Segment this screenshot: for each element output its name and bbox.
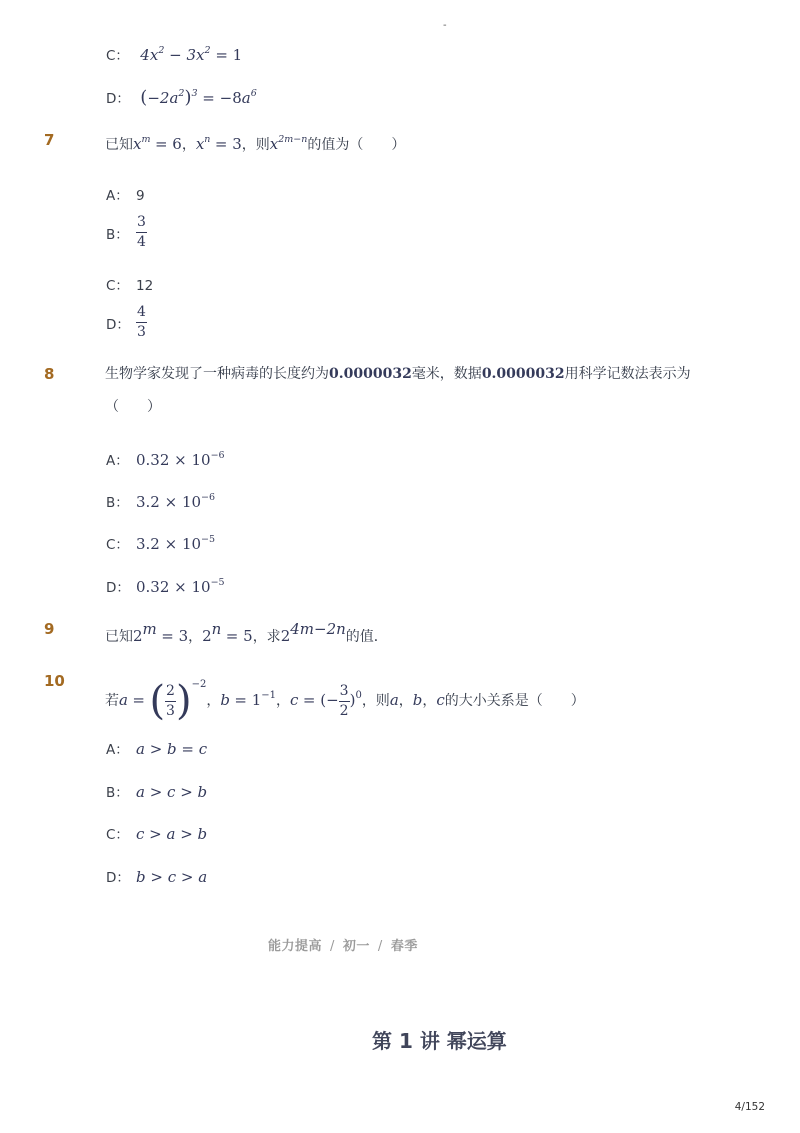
option-d[interactable]: D： $0.32 \times 10^{-5}$ xyxy=(106,577,225,596)
question-text: 若a = ( $\frac{2}{3}$ )$^{-2}$，$b = 1^{-1}$，c = (− $\frac{3}{2}$ )$^0$，则a，b，c的大小关系是（ ） xyxy=(105,678,585,724)
question-number: 9 xyxy=(44,620,55,638)
option-b[interactable]: B： $\frac{3}{4}$ xyxy=(106,214,146,250)
fraction: $\frac{4}{3}$ xyxy=(137,304,146,340)
option-label: C： xyxy=(106,48,129,64)
option-c[interactable]: C： 12 xyxy=(106,278,154,294)
footer-tags: 能力提高 / 初一 / 春季 xyxy=(268,939,418,954)
option-label: D： xyxy=(106,91,130,107)
option-c-prev[interactable] xyxy=(106,44,242,64)
fraction: $\frac{3}{4}$ xyxy=(137,214,146,250)
question-number: 7 xyxy=(44,131,55,149)
option-c[interactable]: C： c > a > b xyxy=(106,825,208,843)
option-b[interactable]: B： a > c > b xyxy=(106,783,208,801)
lecture-title: 第 1 讲 幂运算 xyxy=(372,1029,507,1053)
question-text: 已知2$^m$ = 3，2$^n$ = 5，求$2^{4m-2n}$的值． xyxy=(105,620,388,645)
question-number: 8 xyxy=(44,365,55,383)
option-a[interactable]: A： 9 xyxy=(106,188,145,204)
page-number: 4/152 xyxy=(734,1101,765,1113)
option-d[interactable]: D： b > c > a xyxy=(106,868,208,886)
option-c[interactable]: C： $3.2 \times 10^{-5}$ xyxy=(106,534,216,553)
option-math: $(-2a^2)^3 = -8a^6$ xyxy=(140,87,257,108)
question-text-line2: （ ） xyxy=(105,399,161,415)
option-math: $4x^2 - 3x^2 = 1$ xyxy=(140,45,243,64)
question-text: 已知$x^m = 6$，$x^n = 3$，则$x^{2m-n}$的值为（ ） xyxy=(105,134,406,153)
option-b[interactable]: B： $3.2 \times 10^{-6}$ xyxy=(106,492,216,511)
question-number: 10 xyxy=(44,672,65,690)
option-d[interactable]: D： $\frac{4}{3}$ xyxy=(106,304,146,340)
question-text: 生物学家发现了一种病毒的长度约为0.0000032毫米，数据0.0000032用科学记数法表示为 xyxy=(105,366,691,382)
option-d-prev[interactable] xyxy=(106,87,257,108)
header-mark: - xyxy=(443,20,447,31)
option-a[interactable]: A： a > b = c xyxy=(106,740,208,758)
option-a[interactable]: A： $0.32 \times 10^{-6}$ xyxy=(106,450,225,469)
